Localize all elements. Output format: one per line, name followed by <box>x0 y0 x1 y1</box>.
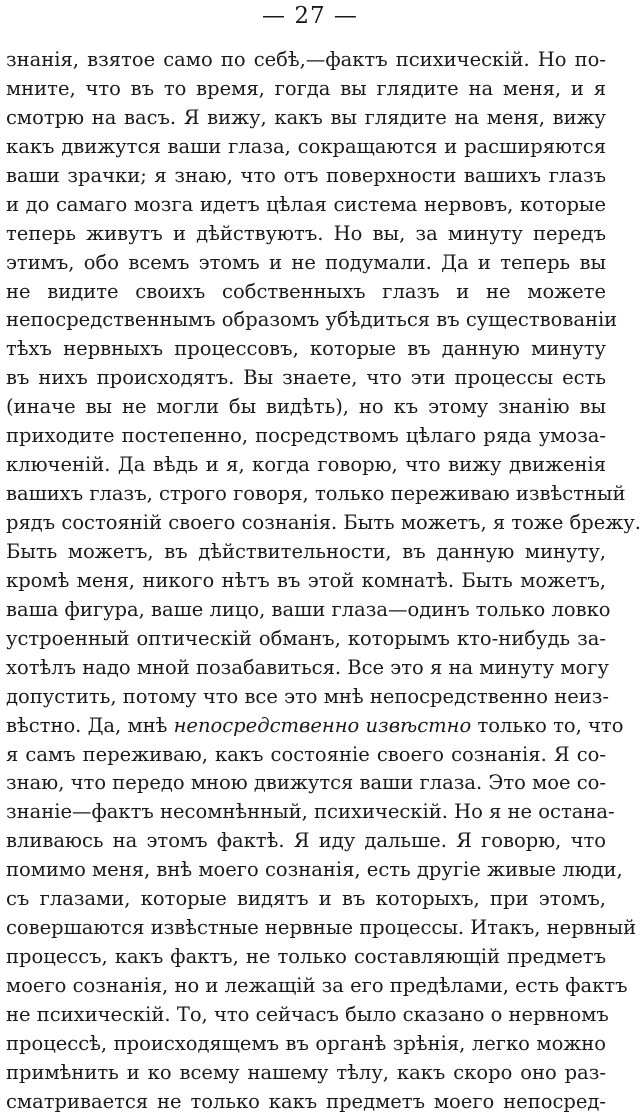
text-line <box>6 364 606 393</box>
italic-text-span: непосредственно извѣстно <box>173 713 472 737</box>
text-span: знаю, что передо мною движутся ваши глаза. Это мое со- <box>6 771 606 795</box>
text-line <box>6 683 609 712</box>
text-span: (иначе вы не могли бы видѣть), но къ этому знанію вы <box>6 395 606 419</box>
text-span: мните, что въ то время, гогда вы глядите на меня, и я <box>6 76 606 100</box>
text-line <box>6 885 606 914</box>
text-line <box>6 75 606 104</box>
text-line <box>6 625 606 654</box>
page-number: — 27 — <box>262 3 358 29</box>
text-line <box>6 654 609 683</box>
text-line <box>6 46 606 75</box>
text-span: ключеній. Да вѣдь и я, когда говорю, что вижу движенія <box>6 453 606 477</box>
text-line <box>6 1001 609 1030</box>
text-span: процессѣ, происходящемъ въ органѣ зрѣнія, легко можно <box>6 1031 606 1055</box>
text-span: этимъ, обо всемъ этомъ и не подумали. Да и теперь вы <box>6 250 606 274</box>
text-span: хотѣлъ надо мной позабавиться. Все это я на минуту могу <box>6 655 609 679</box>
text-line <box>6 1059 606 1088</box>
text-span: не видите своихъ собственныхъ глазъ и не можете <box>6 279 606 303</box>
text-span: тѣхъ нервныхъ процессовъ, которые въ данную минуту <box>6 337 606 361</box>
text-line <box>6 162 606 191</box>
text-line <box>6 972 628 1001</box>
text-line <box>6 1088 606 1117</box>
text-span: кромѣ меня, никого нѣтъ въ этой комнатѣ. Быть можетъ, <box>6 568 606 592</box>
text-line <box>6 220 606 249</box>
text-span: въ нихъ происходятъ. Вы знаете, что эти процессы есть <box>6 366 606 390</box>
text-span: и до самаго мозга идетъ цѣлая система нервовъ, которые <box>6 192 606 216</box>
text-span: я самъ переживаю, какъ состояніе своего сознанія. Я со- <box>6 742 606 766</box>
text-line <box>6 538 606 567</box>
text-span: смотрю на васъ. Я вижу, какъ вы глядите на меня, вижу <box>6 105 606 129</box>
text-span: знанія, взятое само по себѣ,—фактъ психическій. Но по- <box>6 48 606 71</box>
text-line <box>6 798 615 827</box>
text-line <box>6 480 626 509</box>
text-span: допустить, потому что все это мнѣ непосредственно неиз- <box>6 684 609 708</box>
text-line <box>6 393 606 422</box>
text-line <box>6 712 624 741</box>
text-line <box>6 943 606 972</box>
text-line <box>6 335 606 364</box>
text-line <box>6 451 606 480</box>
text-span: ваша фигура, ваше лицо, ваши глаза—одинъ только ловко <box>6 597 611 621</box>
text-span: совершаются извѣстные нервные процессы. Итакъ, нервный <box>6 916 637 940</box>
text-line <box>6 741 606 770</box>
page-body-text <box>6 46 641 1117</box>
text-span: не психическій. То, что сейчасъ было сказано о нервномъ <box>6 1002 609 1026</box>
text-line <box>6 306 618 335</box>
text-line <box>6 827 606 856</box>
text-line <box>6 1030 606 1059</box>
text-span: устроенный оптическій обманъ, которымъ кто-нибудь за- <box>6 626 606 650</box>
text-line <box>6 104 606 133</box>
text-span: какъ движутся ваши глаза, сокращаются и расширяются <box>6 134 606 158</box>
text-line <box>6 249 606 278</box>
text-line <box>6 422 606 451</box>
text-span: примѣнить и ко всему нашему тѣлу, какъ скоро оно раз- <box>6 1060 606 1084</box>
text-span: съ глазами, которые видятъ и въ которыхъ, при этомъ, <box>6 887 606 911</box>
text-span: моего сознанія, но и лежащій за его предѣлами, есть фактъ <box>6 974 628 997</box>
text-span: вѣстно. Да, мнѣ <box>6 713 174 737</box>
text-line <box>6 596 611 625</box>
text-line <box>6 509 641 538</box>
text-span: приходите постепенно, посредствомъ цѣлаго ряда умоза- <box>6 424 606 448</box>
text-span: только то, что <box>471 713 624 737</box>
text-span: теперь живутъ и дѣйствуютъ. Но вы, за минуту передъ <box>6 221 606 245</box>
text-line <box>6 914 637 943</box>
text-span: вливаюсь на этомъ фактѣ. Я иду дальше. Я говорю, что <box>6 829 606 853</box>
text-span: вашихъ глазъ, строго говоря, только переживаю извѣстный <box>6 482 626 506</box>
text-span: знаніе—фактъ несомнѣнный, психическій. Но я не остана- <box>6 800 615 824</box>
text-span: ваши зрачки; я знаю, что отъ поверхности вашихъ глазъ <box>6 163 606 187</box>
text-span: помимо меня, внѣ моего сознанія, есть другіе живые люди, <box>6 858 623 882</box>
text-span: рядъ состояній своего сознанія. Быть можетъ, я тоже брежу. <box>6 511 641 534</box>
text-span: сматривается не только какъ предметъ моего непосред- <box>6 1089 606 1113</box>
text-line <box>6 567 606 596</box>
text-line <box>6 769 606 798</box>
text-line <box>6 133 606 162</box>
text-line <box>6 191 606 220</box>
text-line <box>6 278 606 307</box>
text-span: непосредственнымъ образомъ убѣдиться въ существованіи <box>6 308 618 332</box>
text-span: Быть можетъ, въ дѣйствительности, въ данную минуту, <box>6 539 606 563</box>
text-span: процессъ, какъ фактъ, не только составляющій предметъ <box>6 945 606 969</box>
text-line <box>6 856 623 885</box>
